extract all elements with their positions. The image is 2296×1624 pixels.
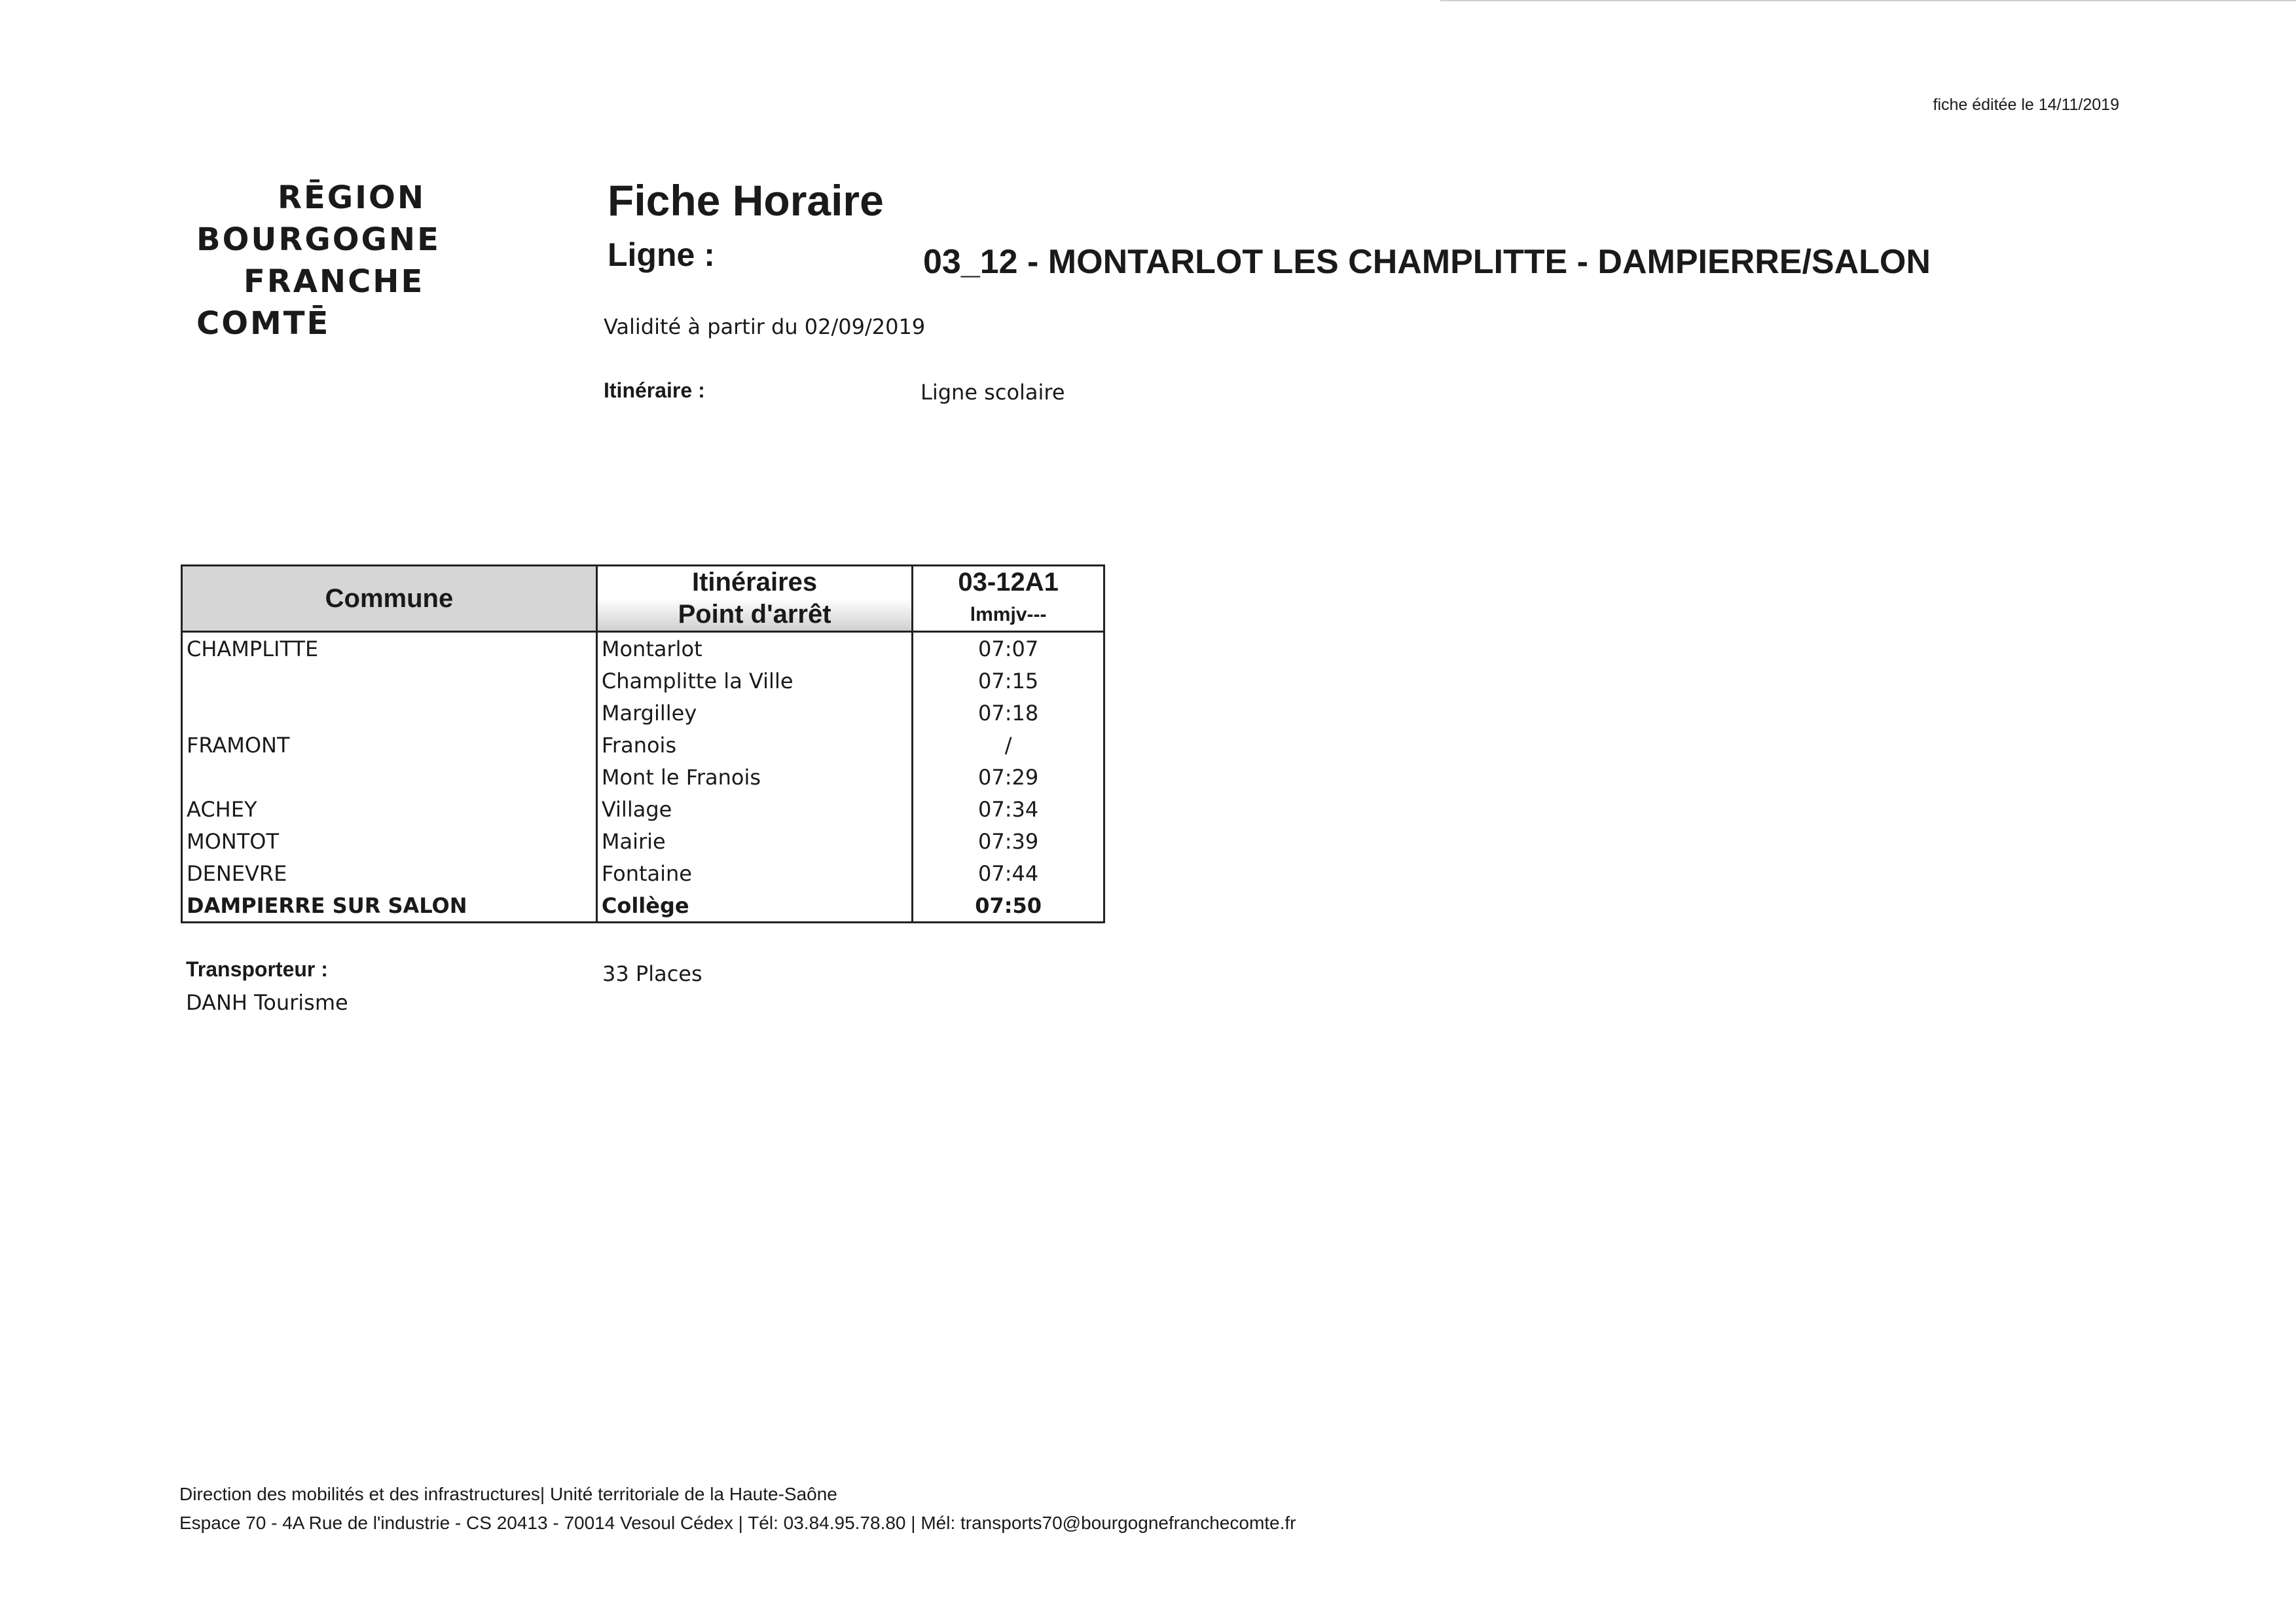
cell-time: 07:44 — [913, 857, 1104, 889]
cell-commune: ACHEY — [182, 793, 597, 825]
cell-arret: Champlitte la Ville — [596, 665, 912, 697]
cell-commune: DAMPIERRE SUR SALON — [182, 889, 597, 923]
cell-time: 07:15 — [913, 665, 1104, 697]
cell-commune: CHAMPLITTE — [182, 632, 597, 665]
cell-arret: Franois — [596, 729, 912, 761]
cell-time: 07:50 — [913, 889, 1104, 923]
table-row — [182, 697, 1104, 729]
validity-date: Validité à partir du 02/09/2019 — [604, 314, 926, 339]
cell-time: 07:18 — [913, 697, 1104, 729]
table-row — [182, 825, 1104, 857]
cell-arret: Mont le Franois — [596, 761, 912, 793]
logo-line-4: COMTĒ — [196, 305, 331, 342]
transporteur-label: Transporteur : — [186, 957, 328, 981]
region-logo — [196, 177, 441, 344]
cell-arret: Montarlot — [596, 632, 912, 665]
cell-commune — [182, 761, 597, 793]
cell-commune: MONTOT — [182, 825, 597, 857]
cell-arret: Margilley — [596, 697, 912, 729]
table-row — [182, 889, 1104, 923]
itineraire-value: Ligne scolaire — [920, 380, 1065, 405]
table-row — [182, 761, 1104, 793]
table-row — [182, 729, 1104, 761]
logo-line-2: BOURGOGNE — [196, 221, 441, 258]
header-itineraires: Itinéraires — [596, 566, 912, 599]
ligne-value: 03_12 - MONTARLOT LES CHAMPLITTE - DAMPIERRE/SALON — [923, 243, 1931, 281]
itineraire-label: Itinéraire : — [604, 378, 705, 402]
transporteur-value: DANH Tourisme — [186, 990, 348, 1015]
cell-arret: Collège — [596, 889, 912, 923]
header-commune: Commune — [182, 566, 597, 632]
logo-line-1: RĒGION — [278, 179, 426, 216]
cell-time: 07:29 — [913, 761, 1104, 793]
logo-line-3: FRANCHE — [244, 263, 425, 300]
header-days: lmmjv--- — [913, 599, 1104, 632]
places-count: 33 Places — [602, 961, 702, 986]
cell-arret: Mairie — [596, 825, 912, 857]
cell-arret: Fontaine — [596, 857, 912, 889]
cell-time: / — [913, 729, 1104, 761]
footer-line-2: Espace 70 - 4A Rue de l'industrie - CS 20413 - 70014 Vesoul Cédex | Tél: 03.84.95.78.80 | Mél: transports70@bourgognefranchecomte.fr — [179, 1513, 1296, 1533]
ligne-label: Ligne : — [608, 236, 715, 273]
table-row — [182, 857, 1104, 889]
cell-arret: Village — [596, 793, 912, 825]
header-course: 03-12A1 — [913, 566, 1104, 599]
table-row — [182, 632, 1104, 665]
cell-commune — [182, 665, 597, 697]
page-title: Fiche Horaire — [608, 176, 884, 225]
cell-time: 07:34 — [913, 793, 1104, 825]
scan-edge-line — [1440, 0, 2296, 1]
cell-commune — [182, 697, 597, 729]
footer-line-1: Direction des mobilités et des infrastructures| Unité territoriale de la Haute-Saône — [179, 1484, 837, 1504]
cell-commune: FRAMONT — [182, 729, 597, 761]
table-row — [182, 665, 1104, 697]
cell-time: 07:07 — [913, 632, 1104, 665]
header-point-arret: Point d'arrêt — [596, 599, 912, 632]
cell-time: 07:39 — [913, 825, 1104, 857]
timetable — [181, 564, 1105, 923]
edition-date: fiche éditée le 14/11/2019 — [1933, 96, 2119, 114]
table-row — [182, 793, 1104, 825]
cell-commune: DENEVRE — [182, 857, 597, 889]
